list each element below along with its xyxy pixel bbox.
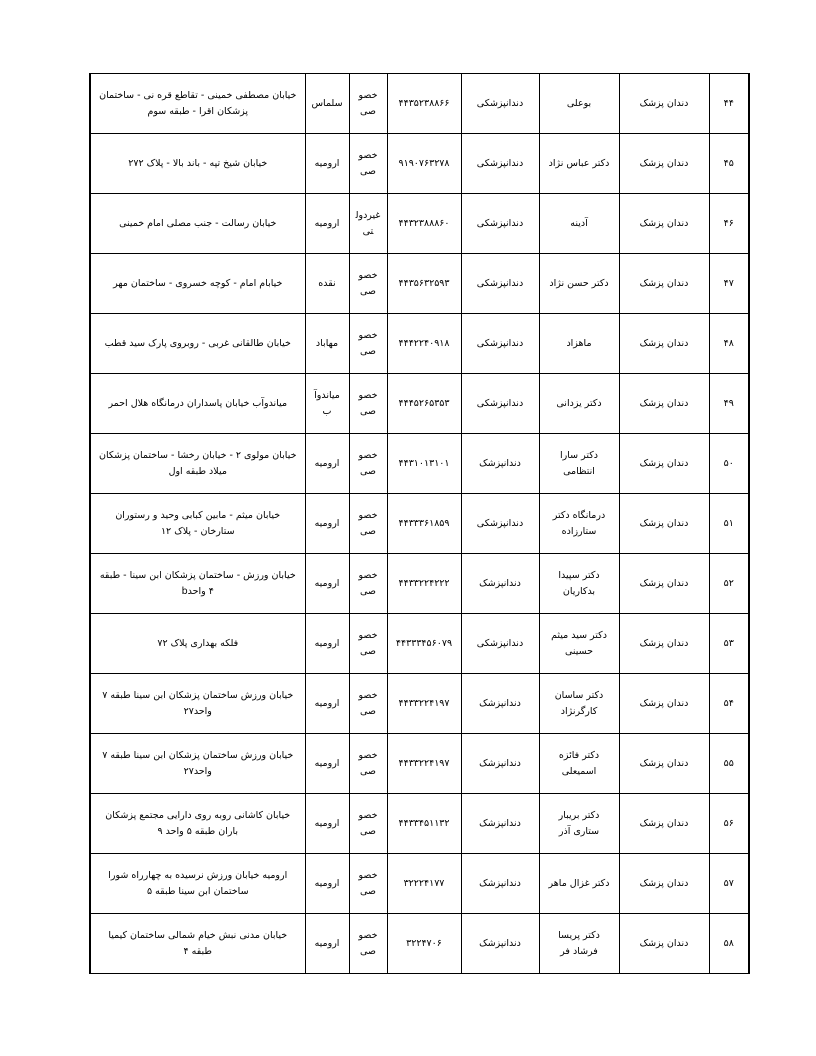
city-cell: ارومیه: [305, 674, 349, 734]
table-body: [90, 74, 749, 974]
provider-name-cell: دکتر یزدانی: [539, 374, 619, 434]
provider-name-cell: دکتر حسن نژاد: [539, 254, 619, 314]
address-cell: خیابان طالقانی غربی - روبروی پارک سید قطب: [90, 314, 305, 374]
clinic-type-cell: دندانپزشک: [461, 674, 539, 734]
clinic-type-cell: دندانپزشکی: [461, 494, 539, 554]
address-cell: خیابان شیخ تپه - باند بالا - پلاک ۲۷۲: [90, 134, 305, 194]
provider-name-cell: دکتر سارا انتظامی: [539, 434, 619, 494]
specialty-cell: دندان پزشک: [619, 794, 709, 854]
provider-name-cell: دکتر فائزه اسمیعلی: [539, 734, 619, 794]
city-cell: ارومیه: [305, 434, 349, 494]
sector-cell: خصوصی: [349, 674, 387, 734]
specialty-cell: دندان پزشک: [619, 674, 709, 734]
phone-cell: ۴۴۳۲۳۸۸۸۶۰: [387, 194, 461, 254]
phone-cell: ۴۴۳۳۳۶۱۸۵۹: [387, 494, 461, 554]
address-cell: خیابان میثم - مابین کبابی وحید و رستوران ستارخان - پلاک ۱۲: [90, 494, 305, 554]
specialty-cell: دندان پزشک: [619, 434, 709, 494]
sector-cell: غیردولتی: [349, 194, 387, 254]
phone-cell: ۹۱۹۰۷۶۳۲۷۸: [387, 134, 461, 194]
specialty-cell: دندان پزشک: [619, 134, 709, 194]
specialty-cell: دندان پزشک: [619, 914, 709, 974]
city-cell: ارومیه: [305, 614, 349, 674]
row-number: ۵۵: [709, 734, 749, 794]
table-row: [90, 254, 749, 314]
address-cell: خیابان مصطفی خمینی - تقاطع قره نی - ساختمان پزشکان اقرا - طبقه سوم: [90, 74, 305, 134]
address-cell: میاندوآب خیابان پاسداران درمانگاه هلال احمر: [90, 374, 305, 434]
clinic-type-cell: دندانپزشک: [461, 854, 539, 914]
address-cell: فلکه بهداری پلاک ۷۲: [90, 614, 305, 674]
provider-name-cell: دکتر غزال ماهر: [539, 854, 619, 914]
provider-name-cell: درمانگاه دکتر ستارزاده: [539, 494, 619, 554]
clinic-type-cell: دندانپزشک: [461, 734, 539, 794]
table-row: [90, 614, 749, 674]
table-row: [90, 794, 749, 854]
clinic-type-cell: دندانپزشکی: [461, 374, 539, 434]
table-row: [90, 494, 749, 554]
table-row: [90, 914, 749, 974]
table-row: [90, 554, 749, 614]
sector-cell: خصوصی: [349, 794, 387, 854]
row-number: ۵۴: [709, 674, 749, 734]
specialty-cell: دندان پزشک: [619, 494, 709, 554]
row-number: ۵۲: [709, 554, 749, 614]
sector-cell: خصوصی: [349, 74, 387, 134]
provider-name-cell: آدینه: [539, 194, 619, 254]
clinic-type-cell: دندانپزشک: [461, 434, 539, 494]
phone-cell: ۴۴۳۵۶۳۲۵۹۳: [387, 254, 461, 314]
row-number: ۵۰: [709, 434, 749, 494]
clinic-type-cell: دندانپزشکی: [461, 74, 539, 134]
specialty-cell: دندان پزشک: [619, 854, 709, 914]
row-number: ۵۳: [709, 614, 749, 674]
phone-cell: ۴۴۳۱۰۱۳۱۰۱: [387, 434, 461, 494]
clinic-type-cell: دندانپزشک: [461, 554, 539, 614]
row-number: ۴۷: [709, 254, 749, 314]
sector-cell: خصوصی: [349, 254, 387, 314]
row-number: ۵۸: [709, 914, 749, 974]
address-cell: ارومیه خیابان ورزش نرسیده به چهارراه شورا ساختمان ابن سینا طبقه ۵: [90, 854, 305, 914]
dentist-directory-table: [89, 73, 750, 974]
row-number: ۴۴: [709, 74, 749, 134]
city-cell: ارومیه: [305, 854, 349, 914]
clinic-type-cell: دندانپزشک: [461, 794, 539, 854]
clinic-type-cell: دندانپزشکی: [461, 314, 539, 374]
sector-cell: خصوصی: [349, 914, 387, 974]
row-number: ۵۷: [709, 854, 749, 914]
address-cell: خیابان ورزش - ساختمان پزشکان ابن سینا - طبقه ۴ واحدb: [90, 554, 305, 614]
city-cell: ارومیه: [305, 134, 349, 194]
provider-name-cell: دکتر سپیدا بدکاریان: [539, 554, 619, 614]
row-number: ۴۵: [709, 134, 749, 194]
phone-cell: ۳۲۲۴۷۰۶: [387, 914, 461, 974]
sector-cell: خصوصی: [349, 854, 387, 914]
provider-name-cell: بوعلی: [539, 74, 619, 134]
table-row: [90, 674, 749, 734]
clinic-type-cell: دندانپزشکی: [461, 254, 539, 314]
provider-name-cell: ماهزاد: [539, 314, 619, 374]
phone-cell: ۴۴۴۲۲۴۰۹۱۸: [387, 314, 461, 374]
address-cell: خیابان ورزش ساختمان پزشکان ابن سینا طبقه ۷ واحد۲۷: [90, 734, 305, 794]
row-number: ۵۶: [709, 794, 749, 854]
specialty-cell: دندان پزشک: [619, 74, 709, 134]
specialty-cell: دندان پزشک: [619, 374, 709, 434]
table-row: [90, 374, 749, 434]
address-cell: خیابان کاشانی روبه روی دارایی مجتمع پزشکان باران طبقه ۵ واحد ۹: [90, 794, 305, 854]
address-cell: خیابان مولوی ۲ - خیابان رخشا - ساختمان پزشکان میلاد طبقه اول: [90, 434, 305, 494]
sector-cell: خصوصی: [349, 614, 387, 674]
table-row: [90, 194, 749, 254]
table-row: [90, 74, 749, 134]
city-cell: ارومیه: [305, 494, 349, 554]
sector-cell: خصوصی: [349, 374, 387, 434]
table-row: [90, 854, 749, 914]
address-cell: خیابان رسالت - جنب مصلی امام خمینی: [90, 194, 305, 254]
phone-cell: ۴۴۳۵۲۳۸۸۶۶: [387, 74, 461, 134]
table-row: [90, 314, 749, 374]
phone-cell: ۴۴۳۳۲۲۴۱۹۷: [387, 674, 461, 734]
table-row: [90, 134, 749, 194]
address-cell: خیابان مدنی نبش خیام شمالی ساختمان کیمیا طبقه ۴: [90, 914, 305, 974]
phone-cell: ۴۴۳۳۳۴۵۶۰۷۹: [387, 614, 461, 674]
clinic-type-cell: دندانپزشکی: [461, 194, 539, 254]
sector-cell: خصوصی: [349, 134, 387, 194]
phone-cell: ۴۴۳۳۲۲۴۲۲۲: [387, 554, 461, 614]
city-cell: سلماس: [305, 74, 349, 134]
sector-cell: خصوصی: [349, 494, 387, 554]
city-cell: مهاباد: [305, 314, 349, 374]
provider-name-cell: دکتر سید میثم حسینی: [539, 614, 619, 674]
provider-name-cell: دکتر عباس نژاد: [539, 134, 619, 194]
specialty-cell: دندان پزشک: [619, 614, 709, 674]
specialty-cell: دندان پزشک: [619, 254, 709, 314]
provider-name-cell: دکتر ساسان کارگرنژاد: [539, 674, 619, 734]
sector-cell: خصوصی: [349, 734, 387, 794]
specialty-cell: دندان پزشک: [619, 314, 709, 374]
city-cell: ارومیه: [305, 794, 349, 854]
clinic-type-cell: دندانپزشکی: [461, 134, 539, 194]
city-cell: میاندوآب: [305, 374, 349, 434]
clinic-type-cell: دندانپزشکی: [461, 614, 539, 674]
address-cell: خیابام امام - کوچه خسروی - ساختمان مهر: [90, 254, 305, 314]
row-number: ۵۱: [709, 494, 749, 554]
sector-cell: خصوصی: [349, 554, 387, 614]
provider-name-cell: دکتر پریسا فرشاد فر: [539, 914, 619, 974]
city-cell: نقده: [305, 254, 349, 314]
sector-cell: خصوصی: [349, 434, 387, 494]
phone-cell: ۴۴۴۵۲۶۵۳۵۳: [387, 374, 461, 434]
row-number: ۴۹: [709, 374, 749, 434]
sector-cell: خصوصی: [349, 314, 387, 374]
phone-cell: ۴۴۳۳۲۲۴۱۹۷: [387, 734, 461, 794]
row-number: ۴۶: [709, 194, 749, 254]
specialty-cell: دندان پزشک: [619, 734, 709, 794]
specialty-cell: دندان پزشک: [619, 194, 709, 254]
specialty-cell: دندان پزشک: [619, 554, 709, 614]
city-cell: ارومیه: [305, 194, 349, 254]
city-cell: ارومیه: [305, 554, 349, 614]
clinic-type-cell: دندانپزشک: [461, 914, 539, 974]
address-cell: خیابان ورزش ساختمان پزشکان ابن سینا طبقه ۷ واحد۲۷: [90, 674, 305, 734]
city-cell: ارومیه: [305, 734, 349, 794]
city-cell: ارومیه: [305, 914, 349, 974]
phone-cell: ۳۲۲۲۴۱۷۷: [387, 854, 461, 914]
phone-cell: ۴۴۳۳۴۵۱۱۳۲: [387, 794, 461, 854]
table-row: [90, 434, 749, 494]
table-row: [90, 734, 749, 794]
row-number: ۴۸: [709, 314, 749, 374]
provider-name-cell: دکتر بریبار ستاری آذر: [539, 794, 619, 854]
